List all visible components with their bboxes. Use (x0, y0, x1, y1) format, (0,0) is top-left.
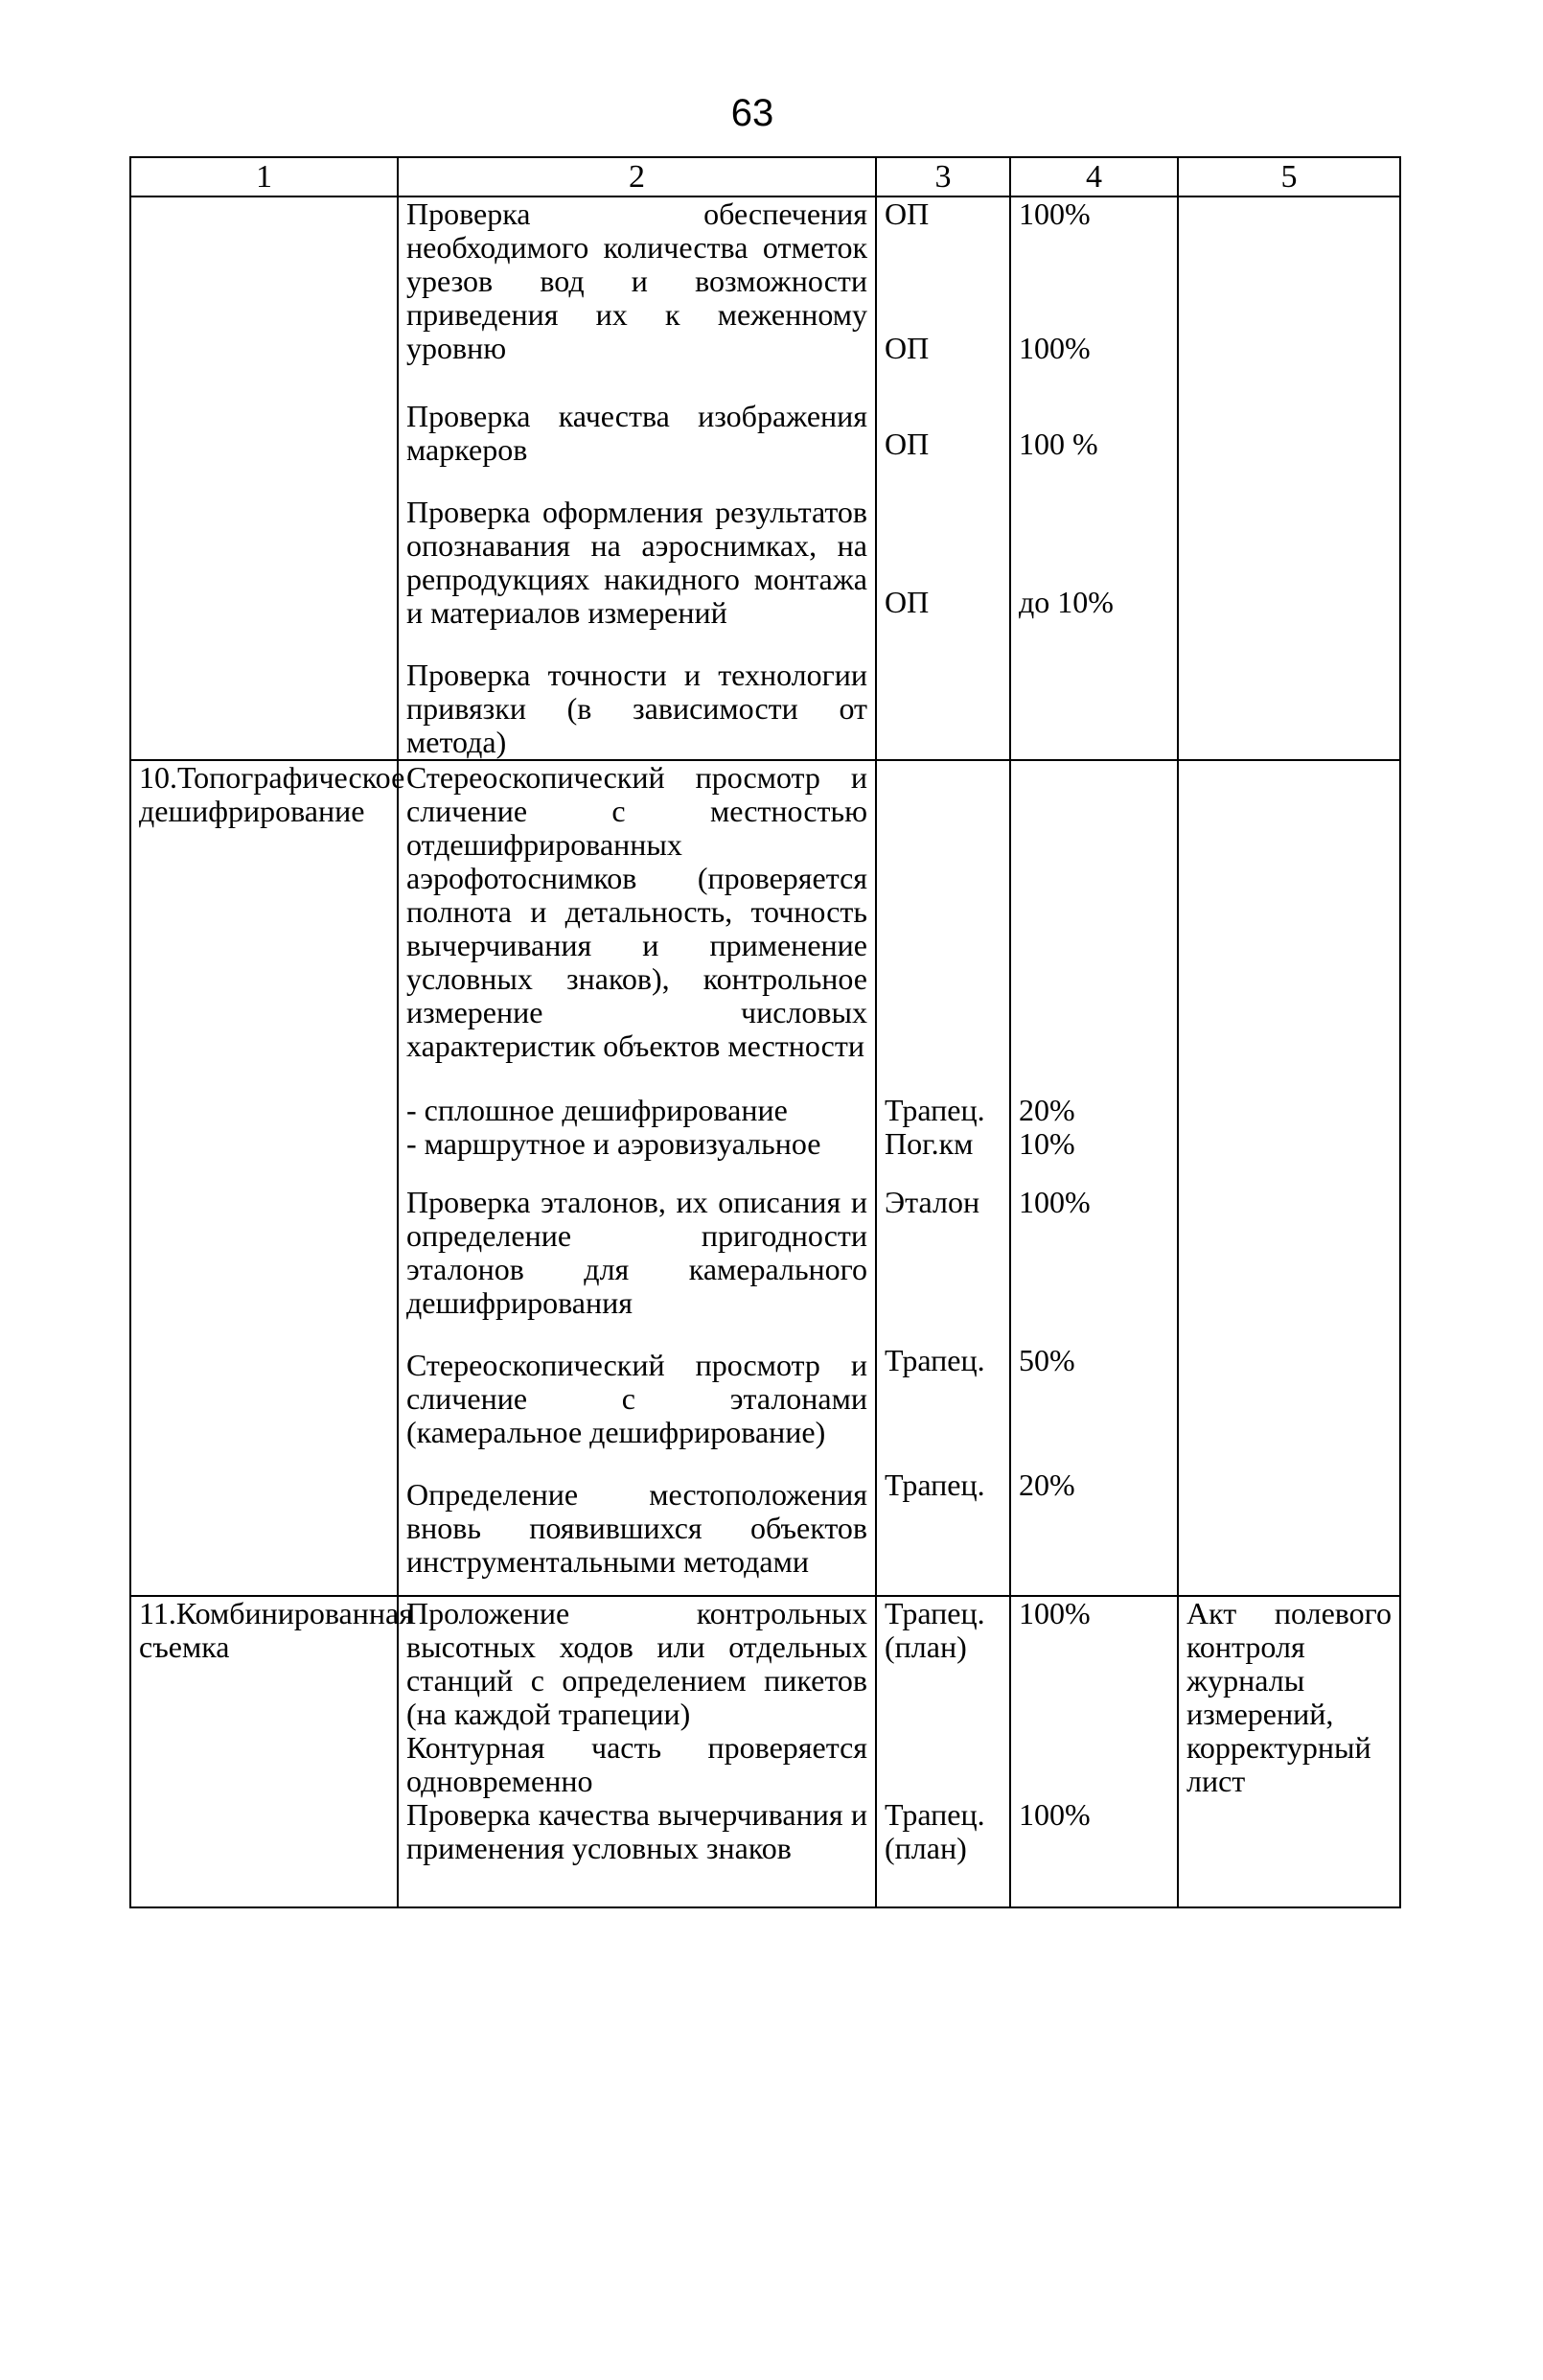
work-item: Контурная часть проверяется одновременно (406, 1730, 867, 1798)
volume-cell (1010, 196, 1178, 760)
table-row (130, 1596, 1400, 1907)
work-item: Стереоскопический просмотр и сличение с местностью отдешифрированных аэрофотоснимков (проверяется полнота и детальность, точность вычерчивания и применение условных знаков), контрольное измерение числовых характеристик объектов местности (406, 760, 867, 1063)
unit-item: Эталон (885, 1185, 980, 1219)
volume-cell (1010, 1596, 1178, 1907)
unit-item: Пог.км (885, 1126, 974, 1161)
volume-item: 20% (1019, 1467, 1075, 1502)
work-item: Проверка точности и технологии привязки (в зависимости от метода) (406, 658, 867, 759)
work-item: Проверка эталонов, их описания и определение пригодности эталонов для камерального дешифрирования (406, 1185, 867, 1320)
volume-item: 100% (1019, 1185, 1091, 1219)
work-cell (398, 196, 876, 760)
unit-item: ОП (885, 196, 930, 231)
unit-item: Трапец. (885, 1467, 985, 1502)
table-row (130, 760, 1400, 1596)
unit-item: ОП (885, 585, 930, 619)
volume-item: 50% (1019, 1343, 1075, 1377)
volume-item: 100% (1019, 1797, 1091, 1832)
section-cell (130, 196, 398, 760)
table-row (130, 196, 1400, 760)
unit-cell (876, 760, 1010, 1596)
page-number: 63 (730, 92, 774, 134)
work-item: - маршрутное и аэровизуальное (406, 1126, 821, 1161)
volume-cell (1010, 760, 1178, 1596)
unit-item: Трапец. (885, 1343, 985, 1377)
header-col-5: 5 (1178, 157, 1400, 196)
work-item: Проверка качества изображения маркеров (406, 399, 867, 467)
report-cell: Акт полевого контроля журналы измерений, корректурный лист (1178, 1596, 1400, 1907)
header-col-2: 2 (398, 157, 876, 196)
volume-item: 100% (1019, 1596, 1091, 1630)
work-item: Определение местоположения вновь появившихся объектов инструментальными методами (406, 1477, 867, 1579)
unit-cell (876, 1596, 1010, 1907)
work-item: Проложение контрольных высотных ходов или отдельных станций с определением пикетов (на каждой трапеции) (406, 1596, 867, 1731)
header-col-3: 3 (876, 157, 1010, 196)
table-header-row (130, 157, 1400, 196)
unit-item: ОП (885, 331, 930, 365)
report-cell (1178, 196, 1400, 760)
unit-item: Трапец. (план) (885, 1797, 985, 1865)
work-item: - сплошное дешифрирование (406, 1093, 788, 1127)
header-col-1: 1 (130, 157, 398, 196)
work-item: Проверка оформления результатов опознавания на аэроснимках, на репродукциях накидного монтажа и материалов измерений (406, 495, 867, 630)
unit-item: Трапец. (план) (885, 1596, 985, 1664)
volume-item: 20% (1019, 1093, 1075, 1127)
volume-item: до 10% (1019, 585, 1114, 619)
work-item: Проверка обеспечения необходимого количества отметок урезов вод и возможности приведения их к меженному уровню (406, 196, 867, 365)
work-cell (398, 760, 876, 1596)
section-cell: 10.Топографическое дешифрирование (130, 760, 398, 1596)
volume-item: 10% (1019, 1126, 1075, 1161)
work-cell (398, 1596, 876, 1907)
work-item: Проверка качества вычерчивания и применения условных знаков (406, 1797, 867, 1865)
unit-item: Трапец. (885, 1093, 985, 1127)
work-item: Стереоскопический просмотр и сличение с эталонами (камеральное дешифрирование) (406, 1348, 867, 1449)
header-col-4: 4 (1010, 157, 1178, 196)
section-cell: 11.Комбинированная съемка (130, 1596, 398, 1907)
unit-cell (876, 196, 1010, 760)
volume-item: 100 % (1019, 427, 1098, 461)
report-cell (1178, 760, 1400, 1596)
control-table (129, 156, 1401, 1908)
volume-item: 100% (1019, 196, 1091, 231)
volume-item: 100% (1019, 331, 1091, 365)
unit-item: ОП (885, 427, 930, 461)
